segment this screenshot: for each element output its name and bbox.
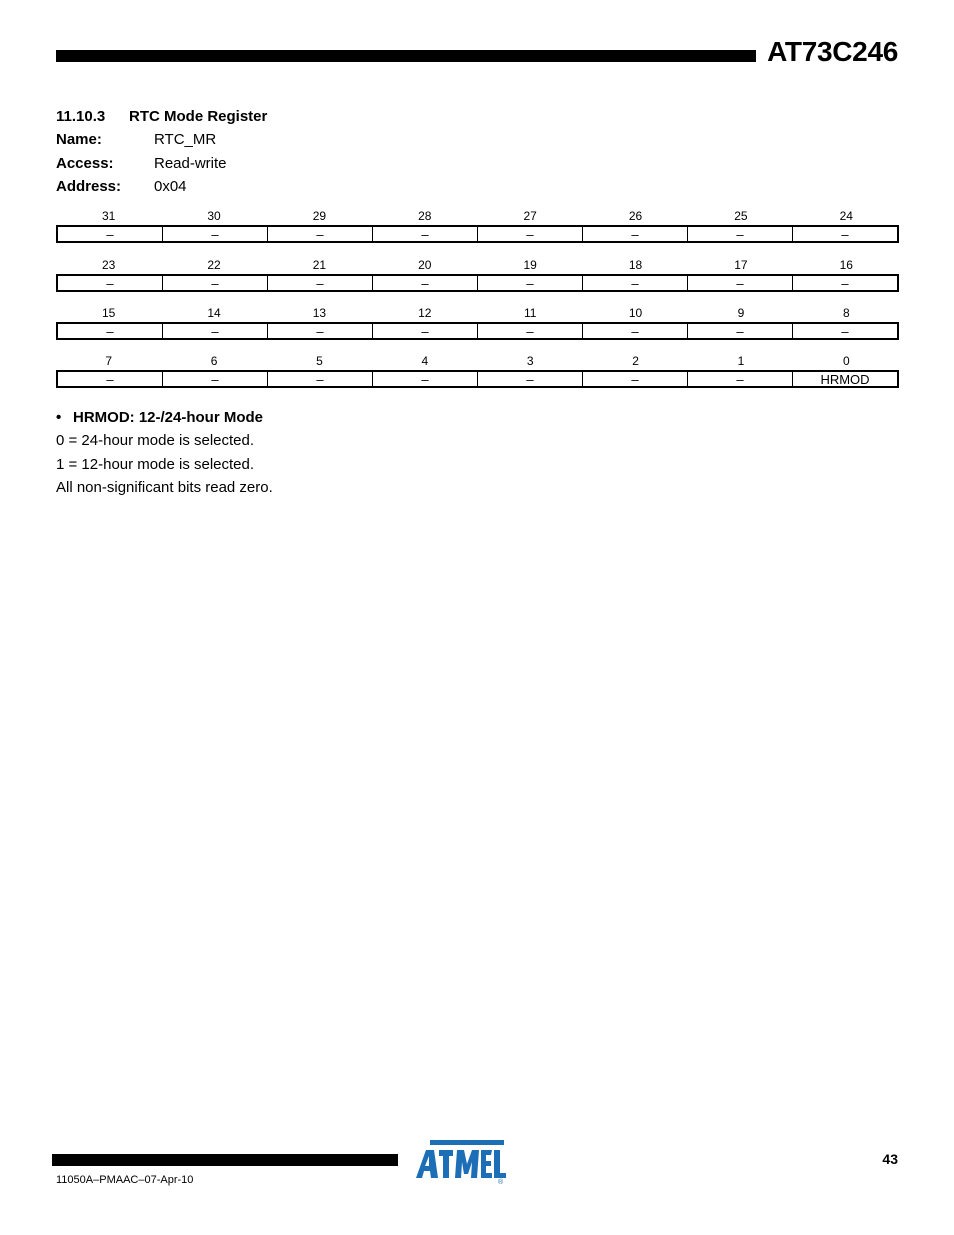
bit-number: 23: [102, 258, 116, 272]
bit-number: 21: [312, 258, 327, 272]
bit-field-cell: –: [477, 276, 582, 290]
footer-rule: [52, 1154, 398, 1166]
bit-field-cell: –: [162, 372, 267, 386]
bit-number: 4: [421, 354, 429, 368]
bit-field-row: [56, 225, 899, 243]
register-name-row: [56, 131, 216, 148]
bit-number-row: [56, 256, 899, 274]
bit-number: 3: [526, 354, 534, 368]
bit-number: 18: [628, 258, 643, 272]
address-value: 0x04: [154, 178, 187, 195]
bit-number: 5: [316, 354, 323, 368]
section-title: RTC Mode Register: [129, 108, 268, 125]
desc-line-1: 1 = 12-hour mode is selected.: [56, 456, 255, 473]
desc-line-2: All non-significant bits read zero.: [56, 479, 273, 496]
bit-number: 25: [734, 209, 748, 223]
bit-field-cell: –: [267, 324, 372, 338]
bit-number: 17: [734, 258, 748, 272]
page-number: 43: [882, 1151, 898, 1167]
address-label: Address:: [56, 178, 122, 195]
bit-field-cell: –: [477, 324, 582, 338]
bit-number: 2: [632, 354, 639, 368]
bit-field-cell: –: [582, 227, 687, 241]
bit-field-cell: –: [106, 227, 114, 242]
register-row-7-0: [56, 352, 899, 388]
bit-number: 20: [418, 258, 432, 272]
svg-text:®: ®: [498, 1179, 504, 1186]
bit-number: 24: [839, 209, 853, 223]
bit-field-cell: –: [267, 276, 372, 290]
bit-field-cell: –: [372, 227, 477, 241]
register-row-23-16: [56, 256, 899, 292]
bit-field-cell: –: [267, 227, 372, 241]
bit-number: 14: [207, 306, 221, 320]
bit-number: 29: [312, 209, 327, 223]
bit-field-cell: –: [372, 372, 477, 386]
bit-number: 11: [523, 306, 537, 320]
bit-field-cell: –: [582, 324, 687, 338]
bit-number: 6: [210, 354, 218, 368]
field-heading-text: HRMOD: 12-/24-hour Mode: [73, 409, 264, 426]
access-label: Access:: [56, 155, 114, 172]
bit-number-row: [56, 304, 899, 322]
bit-number: 27: [523, 209, 537, 223]
bit-number-row: [56, 207, 899, 225]
bit-field-cell: –: [162, 276, 267, 290]
bit-number: 13: [312, 306, 327, 320]
section-heading: [56, 108, 267, 125]
bit-number: 10: [628, 306, 643, 320]
bit-number: 1: [737, 354, 745, 368]
register-row-31-24: [56, 207, 899, 243]
document-number: 11050A–PMAAC–07-Apr-10: [56, 1174, 194, 1186]
bit-field-row: [56, 322, 899, 340]
bit-field-row: [56, 370, 899, 388]
bit-field-cell: –: [477, 372, 582, 386]
bit-number: 8: [842, 306, 850, 320]
bit-field-cell: –: [792, 227, 897, 241]
bit-number: 16: [839, 258, 853, 272]
register-row-15-8: [56, 304, 899, 340]
desc-line-0: 0 = 24-hour mode is selected.: [56, 432, 255, 449]
header-rule: [56, 50, 756, 62]
bit-field-cell: –: [162, 227, 267, 241]
bit-field-cell: –: [477, 227, 582, 241]
bit-number: 12: [418, 306, 432, 320]
bit-number: 19: [523, 258, 537, 272]
register-access-row: [56, 155, 227, 172]
bit-number: 26: [628, 209, 643, 223]
bit-number: 7: [105, 354, 113, 368]
name-label: Name:: [56, 131, 102, 148]
bit-field-cell: –: [267, 372, 372, 386]
bit-number-row: [56, 352, 899, 370]
bit-field-cell: –: [106, 324, 114, 339]
bit-number: 9: [737, 306, 745, 320]
bullet: •: [56, 409, 62, 426]
bit-number: 15: [102, 306, 116, 320]
document-title: AT73C246: [767, 36, 898, 67]
bit-field-cell: –: [372, 324, 477, 338]
bit-field-row: [56, 274, 899, 292]
name-value: RTC_MR: [154, 131, 217, 148]
bit-field-cell: –: [582, 276, 687, 290]
bit-field-cell: –: [372, 276, 477, 290]
access-value: Read-write: [154, 155, 227, 172]
bit-field-cell: –: [792, 324, 897, 338]
field-heading: [56, 409, 263, 426]
hrmod-field-cell: HRMOD: [792, 372, 897, 386]
bit-field-cell: –: [582, 372, 687, 386]
bit-number: 22: [207, 258, 221, 272]
bit-number: 30: [207, 209, 221, 223]
bit-field-cell: –: [687, 372, 792, 386]
register-address-row: [56, 178, 187, 195]
section-number: 11.10.3: [56, 108, 106, 125]
bit-field-cell: –: [687, 227, 792, 241]
bit-field-cell: –: [687, 324, 792, 338]
bit-number: 28: [418, 209, 432, 223]
bit-field-cell: –: [162, 324, 267, 338]
bit-field-cell: –: [687, 276, 792, 290]
bit-number: 31: [102, 209, 116, 223]
bit-field-cell: –: [106, 276, 114, 291]
bit-field-cell: –: [792, 276, 897, 290]
bit-field-cell: –: [106, 372, 114, 387]
bit-number: 0: [842, 354, 850, 368]
atmel-logo: [412, 1138, 508, 1186]
